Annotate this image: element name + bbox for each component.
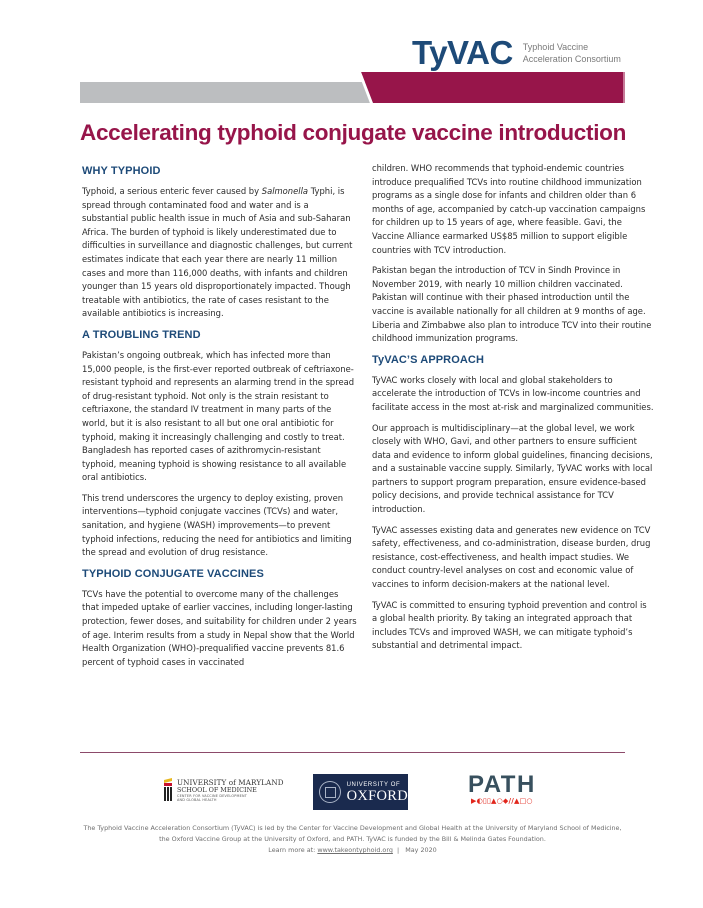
section-heading: TyVAC’S APPROACH bbox=[372, 353, 485, 366]
paragraph: Our approach is multidisciplinary—at the global level, we work closely with WHO, Gavi, and other partners to ensure sufficient data and evidence to inform global guidelines, financing decisions, and a sustainable vaccine supply. Similarly, TyVAC works with local partners to support program preparation, ensure evidence-based policy decisions, and provide technical assistance for TCV introduction. bbox=[372, 422, 653, 515]
umd-logo-line4: AND GLOBAL HEALTH bbox=[177, 797, 217, 802]
paragraph: TyVAC works closely with local and global stakeholders to accelerate the introduction of TCVs in low-income countries and facilitate access in the most at-risk and marginalized communities. bbox=[372, 374, 654, 412]
header-banner bbox=[80, 72, 625, 103]
section-heading: A TROUBLING TREND bbox=[82, 328, 201, 341]
italic-species-name: Salmonella bbox=[261, 186, 309, 196]
paragraph bbox=[82, 185, 357, 321]
oxford-crest-icon bbox=[319, 781, 341, 803]
banner-red-edge bbox=[623, 72, 625, 103]
oxford-logo-line1: UNIVERSITY OF bbox=[346, 782, 401, 788]
umd-logo bbox=[163, 778, 284, 802]
banner-red-block bbox=[361, 72, 625, 103]
section-heading: TYPHOID CONJUGATE VACCINES bbox=[82, 567, 264, 580]
left-column bbox=[82, 164, 357, 676]
learn-more-label: Learn more at: bbox=[268, 846, 318, 855]
oxford-logo-line2: OXFORD bbox=[346, 788, 408, 804]
paragraph: This trend underscores the urgency to deploy existing, proven interventions—typhoid conjugate vaccines (TCVs) and water, sanitation, and hygiene (WASH) improvements—to prevent typhoid infections, reducing the need for antibiotics and limiting the spread and evolution of drug resistance. bbox=[82, 492, 352, 558]
section-why-typhoid bbox=[82, 164, 357, 321]
banner-grey-stripe bbox=[80, 82, 380, 103]
paragraph-text: Typhoid, a serious enteric fever caused by bbox=[82, 186, 262, 196]
footer-learn-more bbox=[80, 845, 625, 856]
paragraph: Pakistan began the introduction of TCV in Sindh Province in November 2019, with nearly 10 million children vaccinated. Pakistan will continue with their phased introduction until the vaccine is available nationally for all children at 9 months of age. Liberia and Zimbabwe also plan to introduce TCV into their routine childhood immunization programs. bbox=[372, 265, 652, 344]
publication-date: May 2020 bbox=[405, 846, 437, 855]
logo-subtitle-line2: Acceleration Consortium bbox=[522, 53, 621, 64]
logo-subtitle-line1: Typhoid Vaccine bbox=[522, 41, 589, 52]
paragraph-text: Typhi, is spread through contaminated food and water and is a substantial public health issue in much of Asia and sub-Saharan Africa. The burden of typhoid is likely underestimated due to difficulties in surveillance and diagnostic challenges, but current estimates indicate that each year there are nearly 11 million cases and more than 116,000 deaths, with infants and children younger than 15 years old disproportionately impacted. Though treatable with antibiotics, the rate of cases resistant to the available antibiotics is increasing. bbox=[82, 186, 353, 319]
section-troubling-trend bbox=[82, 328, 357, 560]
footer-separator: | bbox=[392, 846, 406, 855]
paragraph: TCVs have the potential to overcome many of the challenges that impeded uptake of earlier vaccines, including longer-lasting protection, fewer doses, and suitability for children under 2 years of age. Interim results from a study in Nepal show that the World Health Organization (WHO)-prequalified vaccine prevents 81.6 percent of typhoid cases in vaccinated bbox=[82, 588, 357, 667]
paragraph: TyVAC assesses existing data and generates new evidence on TCV safety, effectiveness, and co-administration, disease burden, drug resistance, cost-effectiveness, and health impact studies. We conduct country-level analyses on cost and economic value of vaccines to inform decision-makers at the national level. bbox=[372, 524, 651, 590]
paragraph: children. WHO recommends that typhoid-endemic countries introduce prequalified TCVs into routine childhood immunization programs as a single dose for infants and children older than 6 months of age, accompanied by catch-up vaccination campaigns for children up to 15 years of age, where feasible. Gavi, the Vaccine Alliance earmarked US$85 million to support eligible countries with TCV introduction. bbox=[372, 163, 646, 255]
path-glyph-strip-icon: ▶◐▯▯▲○◆//▲□○ bbox=[471, 797, 533, 805]
right-column bbox=[372, 162, 654, 660]
path-wordmark: PATH bbox=[468, 771, 536, 798]
logo-subtitle bbox=[523, 41, 621, 65]
footer bbox=[80, 823, 625, 857]
umd-shield-icon bbox=[163, 778, 173, 802]
umd-logo-line2: SCHOOL OF MEDICINE bbox=[177, 785, 257, 794]
page-title: Accelerating typhoid conjugate vaccine introduction bbox=[80, 120, 627, 145]
logo-wordmark: TyVAC bbox=[412, 34, 513, 71]
tyvac-logo bbox=[412, 36, 621, 69]
oxford-logo bbox=[313, 774, 408, 810]
umd-logo-line3: CENTER FOR VACCINE DEVELOPMENT bbox=[177, 793, 247, 798]
path-logo bbox=[468, 771, 536, 806]
section-typhoid-conjugate-vaccines bbox=[82, 567, 357, 670]
footer-description: The Typhoid Vaccine Acceleration Consortium (TyVAC) is led by the Center for Vaccine Development and Global Health at the University of Maryland School of Medicine, the Oxford Vaccine Group at the University of Oxford, and PATH. TyVAC is funded by the Bill & Melinda Gates Foundation. bbox=[83, 824, 622, 844]
umd-logo-line1: UNIVERSITY of MARYLAND bbox=[177, 777, 284, 787]
section-tyvac-approach bbox=[372, 353, 654, 653]
section-heading: WHY TYPHOID bbox=[82, 165, 161, 177]
paragraph: TyVAC is committed to ensuring typhoid prevention and control is a global health priority. By taking an integrated approach that includes TCVs and improved WASH, we can mitigate typhoid’s substantial and detrimental impact. bbox=[372, 599, 647, 651]
paragraph: Pakistan’s ongoing outbreak, which has infected more than 15,000 people, is the first-ever reported outbreak of ceftriaxone-resistant typhoid and represents an alarming trend in the spread of drug-resistant typhoid. Not only is the strain resistant to ceftriaxone, the standard IV treatment in many parts of the world, but it is also resistant to all but one oral antibiotic for typhoid, making it increasingly challenging and costly to treat. Bangladesh has reported cases of azithromycin-resistant typhoid, meaning typhoid is showing resistance to all available oral antibiotics. bbox=[82, 349, 355, 483]
website-link[interactable]: www.takeontyphoid.org bbox=[317, 846, 393, 855]
footer-divider bbox=[80, 752, 625, 753]
